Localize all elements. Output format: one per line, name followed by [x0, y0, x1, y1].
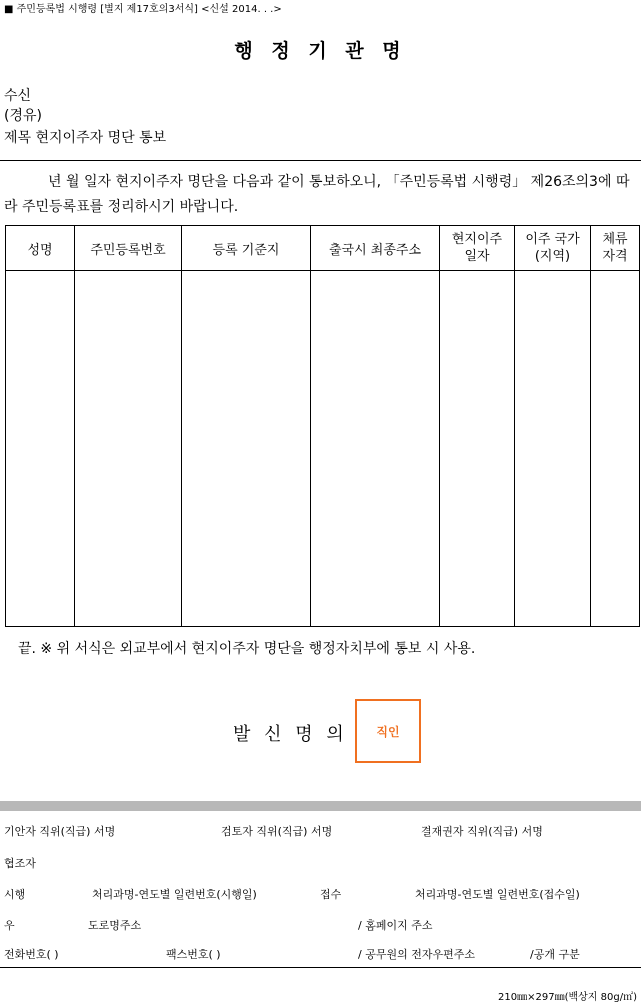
emigrant-table — [5, 225, 640, 627]
col-resident-number: 주민등록번호 — [75, 226, 182, 271]
approver-field: 결재권자 직위(직급) 서명 — [421, 825, 543, 838]
paper-spec: 210㎜×297㎜(백상지 80g/㎡) — [498, 992, 637, 1003]
enforcement-label: 시행 — [4, 888, 26, 901]
divider-bottom — [0, 967, 641, 968]
table-cell — [6, 271, 75, 627]
table-cell — [182, 271, 311, 627]
drafter-field: 기안자 직위(직급) 서명 — [4, 825, 116, 838]
email-field: / 공무원의 전자우편주소 — [358, 948, 475, 961]
table-cell — [591, 271, 640, 627]
sender-title: 발 신 명 의 — [233, 724, 348, 745]
official-seal — [355, 699, 421, 763]
table-cell — [515, 271, 591, 627]
cooperator-field: 협조자 — [4, 857, 36, 870]
reception-label: 접수 — [320, 888, 342, 901]
postal-code-field: 우 — [4, 919, 15, 932]
divider-top — [0, 160, 641, 161]
agency-title: 행 정 기 관 명 — [234, 40, 407, 62]
via-label: (경유) — [4, 108, 42, 124]
seal-text: 직인 — [376, 724, 400, 739]
recipient-label: 수신 — [4, 88, 32, 104]
footer-bar — [0, 801, 641, 811]
col-destination-country: 이주 국가 (지역) — [515, 226, 591, 271]
subject-line: 제목 현지이주자 명단 통보 — [4, 130, 167, 146]
col-name: 성명 — [6, 226, 75, 271]
col-last-address: 출국시 최종주소 — [311, 226, 440, 271]
table-cell — [75, 271, 182, 627]
body-text: 년 월 일자 현지이주자 명단을 다음과 같이 통보하오니, 「주민등록법 시행령」 제26조의3에 따라 주민등록표를 정리하시기 바랍니다. — [4, 174, 630, 215]
enforcement-number: 처리과명-연도별 일련번호(시행일) — [92, 888, 257, 901]
col-residence-status: 체류 자격 — [591, 226, 640, 271]
road-address-field: 도로명주소 — [88, 919, 142, 932]
table-cell — [311, 271, 440, 627]
homepage-field: / 홈페이지 주소 — [358, 919, 433, 932]
disclosure-field: /공개 구분 — [530, 948, 580, 961]
reviewer-field: 검토자 직위(직급) 서명 — [221, 825, 333, 838]
table-cell — [440, 271, 515, 627]
col-emigration-date: 현지이주 일자 — [440, 226, 515, 271]
phone-field: 전화번호( ) — [4, 948, 59, 961]
col-registration-base: 등록 기준지 — [182, 226, 311, 271]
fax-field: 팩스번호( ) — [166, 948, 221, 961]
usage-note: 끝. ※ 위 서식은 외교부에서 현지이주자 명단을 행정자치부에 통보 시 사용. — [18, 641, 476, 657]
reception-number: 처리과명-연도별 일련번호(접수일) — [415, 888, 580, 901]
table-row — [6, 271, 640, 627]
form-header: ■ 주민등록법 시행령 [별지 제17호의3서식] <신설 2014. . .> — [4, 4, 282, 15]
